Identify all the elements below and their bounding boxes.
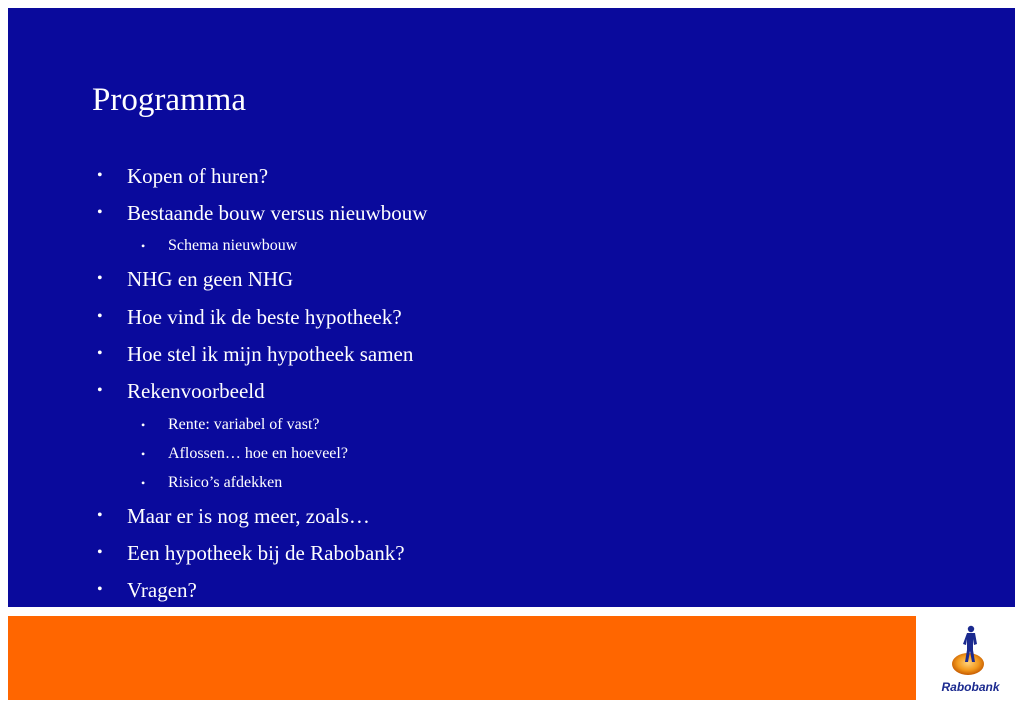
bullet-icon: • <box>97 581 103 598</box>
list-item-text: Bestaande bouw versus nieuwbouw <box>127 201 428 225</box>
list-item <box>97 267 294 292</box>
bullet-icon: • <box>97 270 103 287</box>
list-item-text: Vragen? <box>127 578 197 602</box>
bullet-icon: • <box>97 382 103 399</box>
list-item-text: Maar er is nog meer, zoals… <box>127 504 370 528</box>
list-item <box>97 305 402 330</box>
sub-list-item <box>141 445 348 463</box>
bullet-icon: • <box>141 239 146 253</box>
list-item <box>97 201 428 226</box>
list-item-text: NHG en geen NHG <box>127 267 294 291</box>
sub-list-item <box>141 237 298 255</box>
list-item <box>97 578 197 603</box>
list-item-text: Een hypotheek bij de Rabobank? <box>127 541 405 565</box>
list-item-text: Hoe vind ik de beste hypotheek? <box>127 305 402 329</box>
list-item-text: Kopen of huren? <box>127 164 269 188</box>
sub-list-item <box>141 416 320 434</box>
list-item-text: Aflossen… hoe en hoeveel? <box>168 445 348 462</box>
list-item-text: Rente: variabel of vast? <box>168 416 320 433</box>
list-item-text: Schema nieuwbouw <box>168 237 298 254</box>
list-item <box>97 504 370 529</box>
bullet-icon: • <box>141 476 146 490</box>
bullet-icon: • <box>97 345 103 362</box>
slide-main <box>8 8 1015 607</box>
bullet-icon: • <box>97 167 103 184</box>
rabobank-logo-text: Rabobank <box>941 680 1000 694</box>
slide-title: Programma <box>92 82 246 118</box>
bullet-icon: • <box>97 308 103 325</box>
list-item <box>97 342 414 367</box>
footer-bar <box>8 616 916 700</box>
bullet-icon: • <box>141 447 146 461</box>
sub-list-item <box>141 474 283 492</box>
bullet-icon: • <box>97 544 103 561</box>
rabobank-logo-icon <box>944 620 998 678</box>
rabobank-logo <box>926 616 1015 700</box>
list-item <box>97 379 265 404</box>
bullet-icon: • <box>141 418 146 432</box>
bullet-icon: • <box>97 204 103 221</box>
list-item <box>97 164 269 189</box>
list-item-text: Rekenvoorbeeld <box>127 379 265 403</box>
list-item-text: Risico’s afdekken <box>168 474 283 491</box>
bullet-icon: • <box>97 507 103 524</box>
list-item-text: Hoe stel ik mijn hypotheek samen <box>127 342 414 366</box>
list-item <box>97 541 405 566</box>
